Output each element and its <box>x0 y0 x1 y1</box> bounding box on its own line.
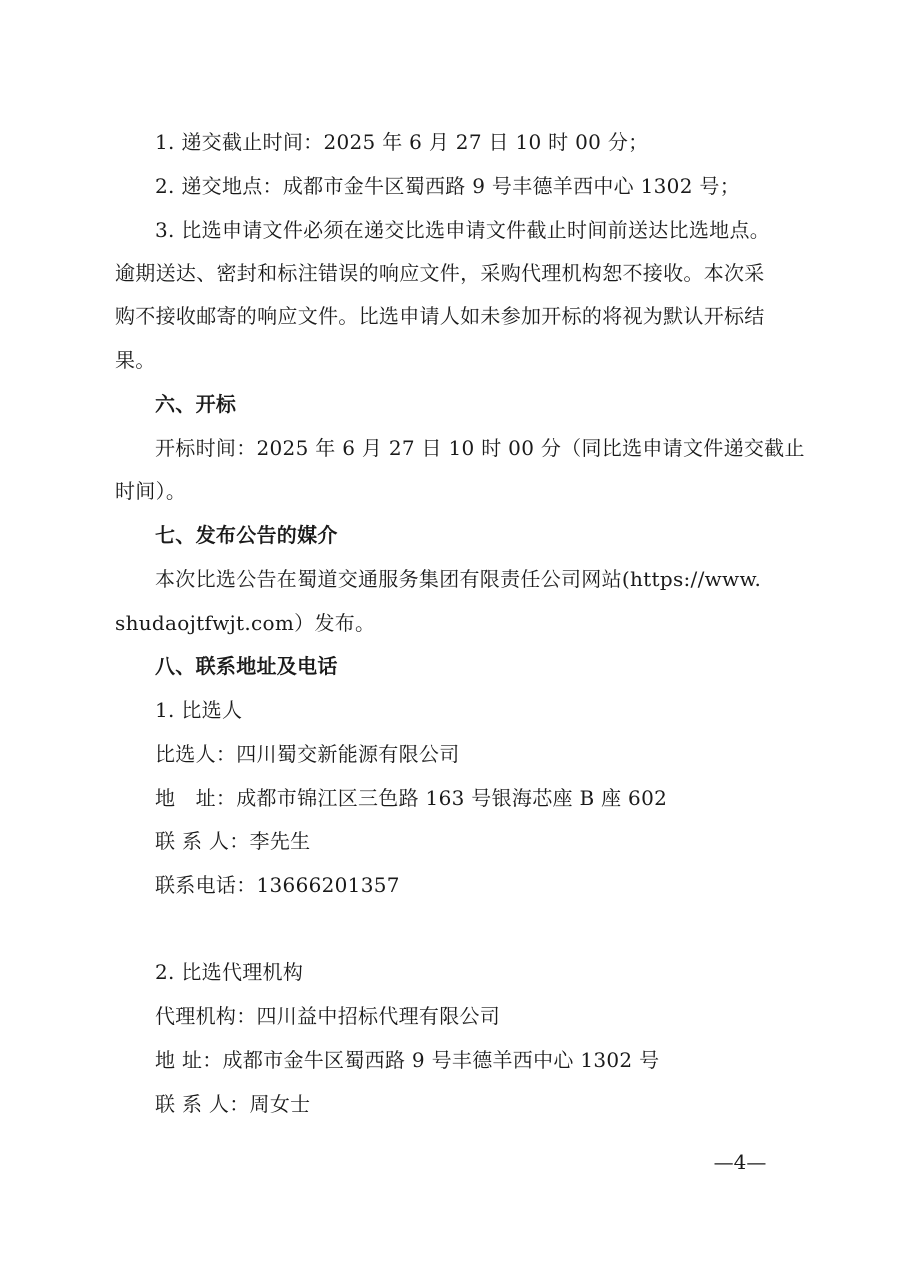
page-number: —4— <box>713 1150 767 1174</box>
website-url: shudaojtfwjt.com）发布。 <box>115 611 376 635</box>
subheading-agency: 2. 比选代理机构 <box>155 960 304 984</box>
submission-deadline: 1. 递交截止时间：2025 年 6 月 27 日 10 时 00 分； <box>155 130 649 154</box>
paragraph-line: 逾期送达、密封和标注错误的响应文件，采购代理机构恕不接收。本次采 <box>115 261 765 285</box>
selector-address: 地 址：成都市锦江区三色路 163 号银海芯座 B 座 602 <box>155 786 668 810</box>
subheading-selector: 1. 比选人 <box>155 698 243 722</box>
paragraph-line: 3. 比选申请文件必须在递交比选申请文件截止时间前送达比选地点。 <box>155 218 771 242</box>
media-statement: 本次比选公告在蜀道交通服务集团有限责任公司网站(https://www. <box>155 567 762 591</box>
selector-phone: 联系电话：13666201357 <box>155 873 400 897</box>
section-heading-bid-opening: 六、开标 <box>155 392 237 416</box>
section-heading-media: 七、发布公告的媒介 <box>155 523 338 547</box>
paragraph-line: 果。 <box>115 348 156 372</box>
paragraph-line: 购不接收邮寄的响应文件。比选申请人如未参加开标的将视为默认开标结 <box>115 304 765 328</box>
agency-contact-person: 联 系 人：周女士 <box>155 1092 311 1116</box>
selector-contact-person: 联 系 人：李先生 <box>155 829 311 853</box>
bid-opening-time: 开标时间：2025 年 6 月 27 日 10 时 00 分（同比选申请文件递交截止 <box>155 436 805 460</box>
selector-name: 比选人：四川蜀交新能源有限公司 <box>155 742 460 766</box>
paragraph-line: 时间）。 <box>115 479 187 503</box>
section-heading-contacts: 八、联系地址及电话 <box>155 654 338 678</box>
agency-address: 地 址：成都市金牛区蜀西路 9 号丰德羊西中心 1302 号 <box>155 1048 660 1072</box>
agency-name: 代理机构：四川益中招标代理有限公司 <box>155 1004 501 1028</box>
submission-location: 2. 递交地点：成都市金牛区蜀西路 9 号丰德羊西中心 1302 号； <box>155 174 740 198</box>
